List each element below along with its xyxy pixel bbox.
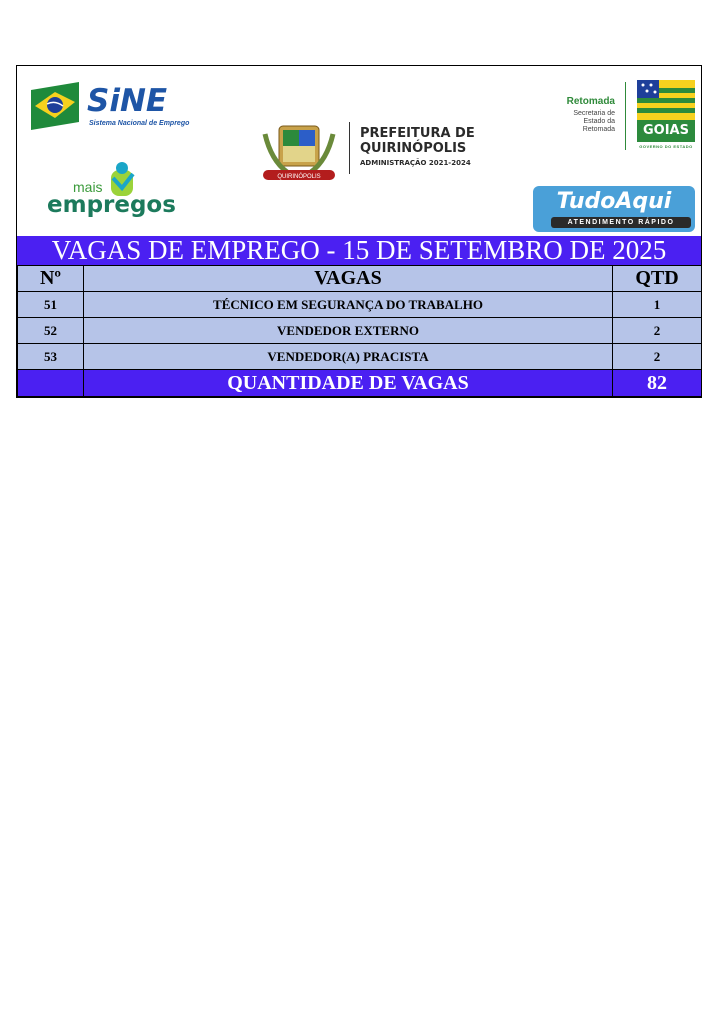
tudo-aqui-logo xyxy=(533,186,695,232)
retomada-logo xyxy=(537,94,617,144)
row-num: 52 xyxy=(18,318,84,344)
tudo-aqui-subtitle: ATENDIMENTO RÁPIDO xyxy=(551,217,691,228)
table-row xyxy=(18,318,702,344)
sine-logo xyxy=(27,82,197,132)
sine-subtitle: Sistema Nacional de Emprego xyxy=(89,120,190,127)
row-qtd: 2 xyxy=(613,318,702,344)
goias-logo xyxy=(637,80,695,154)
total-value: 82 xyxy=(613,370,702,397)
mais-empregos-logo xyxy=(45,160,195,220)
job-sheet xyxy=(16,65,702,398)
sine-wordmark: SiNE xyxy=(87,83,168,119)
total-row xyxy=(18,370,702,397)
total-empty-cell xyxy=(18,370,84,397)
row-qtd: 2 xyxy=(613,344,702,370)
tudo-aqui-wordmark: TudoAqui xyxy=(556,189,672,214)
municipal-crest-icon xyxy=(257,120,339,184)
row-vaga: VENDEDOR EXTERNO xyxy=(84,318,613,344)
retomada-sub3: Retomada xyxy=(582,126,615,133)
row-qtd: 1 xyxy=(613,292,702,318)
prefeitura-line3: ADMINISTRAÇÃO 2021-2024 xyxy=(360,159,471,167)
total-label: QUANTIDADE DE VAGAS xyxy=(84,370,613,397)
header-qtd: QTD xyxy=(613,266,702,292)
retomada-divider xyxy=(625,82,626,150)
row-vaga: VENDEDOR(A) PRACISTA xyxy=(84,344,613,370)
table-row xyxy=(18,344,702,370)
vagas-table xyxy=(17,265,702,397)
prefeitura-divider xyxy=(349,122,350,174)
goias-wordmark: GOIAS xyxy=(643,123,689,138)
row-num: 53 xyxy=(18,344,84,370)
prefeitura-logo xyxy=(257,118,497,188)
table-header-row xyxy=(18,266,702,292)
retomada-title: Retomada xyxy=(566,96,615,107)
page-title: VAGAS DE EMPREGO - 15 DE SETEMBRO DE 2025 xyxy=(17,236,701,265)
header-vagas: VAGAS xyxy=(84,266,613,292)
row-num: 51 xyxy=(18,292,84,318)
goias-subtitle: GOVERNO DO ESTADO xyxy=(639,144,693,149)
empregos-label: empregos xyxy=(47,192,176,218)
prefeitura-line2: QUIRINÓPOLIS xyxy=(360,141,467,156)
table-row xyxy=(18,292,702,318)
header-logos xyxy=(17,66,701,236)
prefeitura-line1: PREFEITURA DE xyxy=(360,126,475,141)
crest-label: QUIRINÓPOLIS xyxy=(277,174,321,180)
header-num: Nº xyxy=(18,266,84,292)
brazil-flag-icon xyxy=(27,82,83,130)
retomada-sub1: Secretaria de xyxy=(573,110,615,117)
retomada-sub2: Estado da xyxy=(583,118,615,125)
row-vaga: TÉCNICO EM SEGURANÇA DO TRABALHO xyxy=(84,292,613,318)
mais-label: mais xyxy=(73,179,103,195)
